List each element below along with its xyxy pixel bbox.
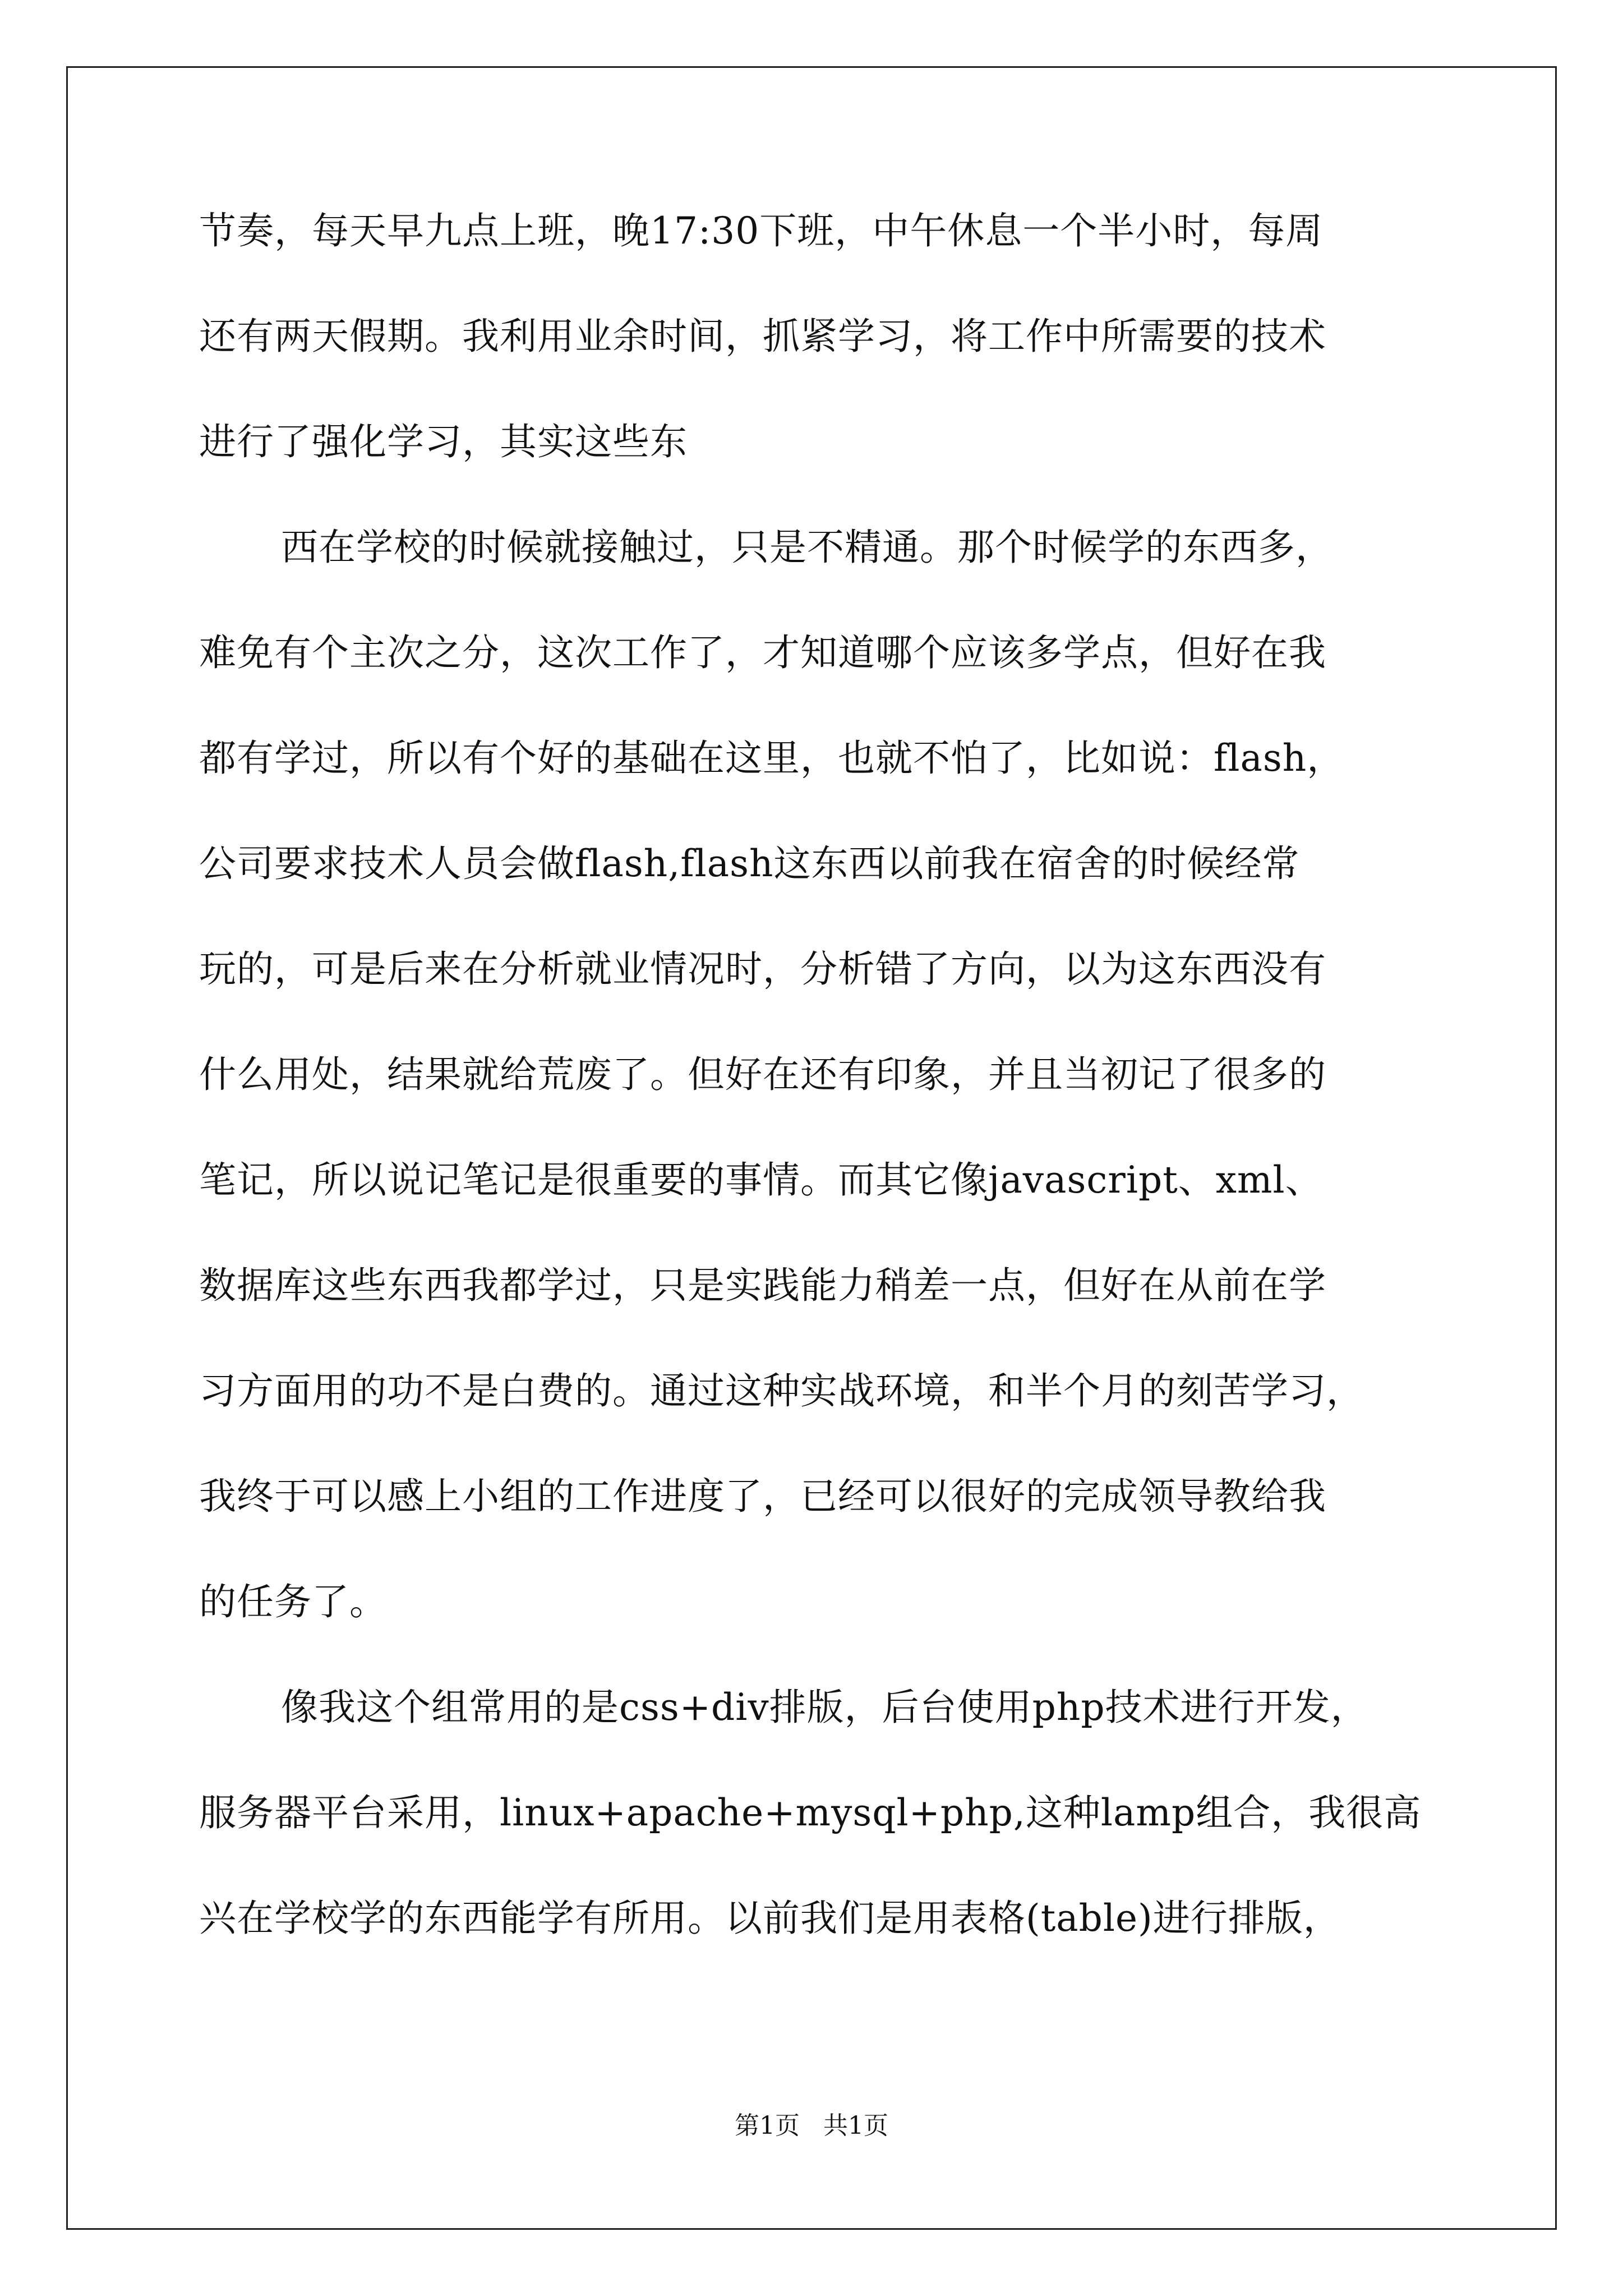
text-line-11: 数据库这些东西我都学过，只是实践能力稍差一点，但好在从前在学 [199,1264,1326,1307]
text-line-8: 玩的，可是后来在分析就业情况时，分析错了方向，以为这东西没有 [199,947,1326,991]
text-line-10: 笔记，所以说记笔记是很重要的事情。而其它像javascript、xml、 [199,1158,1323,1202]
text-line-9: 什么用处，结果就给荒废了。但好在还有印象，并且当初记了很多的 [199,1053,1326,1096]
text-line-5: 难免有个主次之分，这次工作了，才知道哪个应该多学点，但好在我 [199,631,1326,674]
text-line-17: 兴在学校学的东西能学有所用。以前我们是用表格(table)进行排版， [199,1897,1341,1940]
paragraph-start-line-4: 西在学校的时候就接触过，只是不精通。那个时候学的东西多， [281,526,1333,569]
text-line-7: 公司要求技术人员会做flash,flash这东西以前我在宿舍的时候经常 [199,842,1300,885]
text-line-13: 我终于可以感上小组的工作进度了，已经可以很好的完成领导教给我 [199,1475,1326,1518]
text-line-16: 服务器平台采用，linux+apache+mysql+php,这种lamp组合，我很高 [199,1791,1422,1834]
text-line-12: 习方面用的功不是白费的。通过这种实战环境，和半个月的刻苦学习， [199,1369,1364,1412]
text-line-6: 都有学过，所以有个好的基础在这里，也就不怕了，比如说：flash， [199,737,1345,780]
text-line-1: 节奏，每天早九点上班，晚17:30下班，中午休息一个半小时，每周 [199,209,1324,252]
text-line-3: 进行了强化学习，其实这些东 [199,420,688,463]
page-number-footer: 第1页 共1页 [735,2111,888,2140]
paragraph-start-line-15: 像我这个组常用的是css+div排版，后台使用php技术进行开发， [281,1686,1368,1729]
text-line-14: 的任务了。 [199,1580,387,1623]
text-line-2: 还有两天假期。我利用业余时间，抓紧学习，将工作中所需要的技术 [199,315,1326,358]
